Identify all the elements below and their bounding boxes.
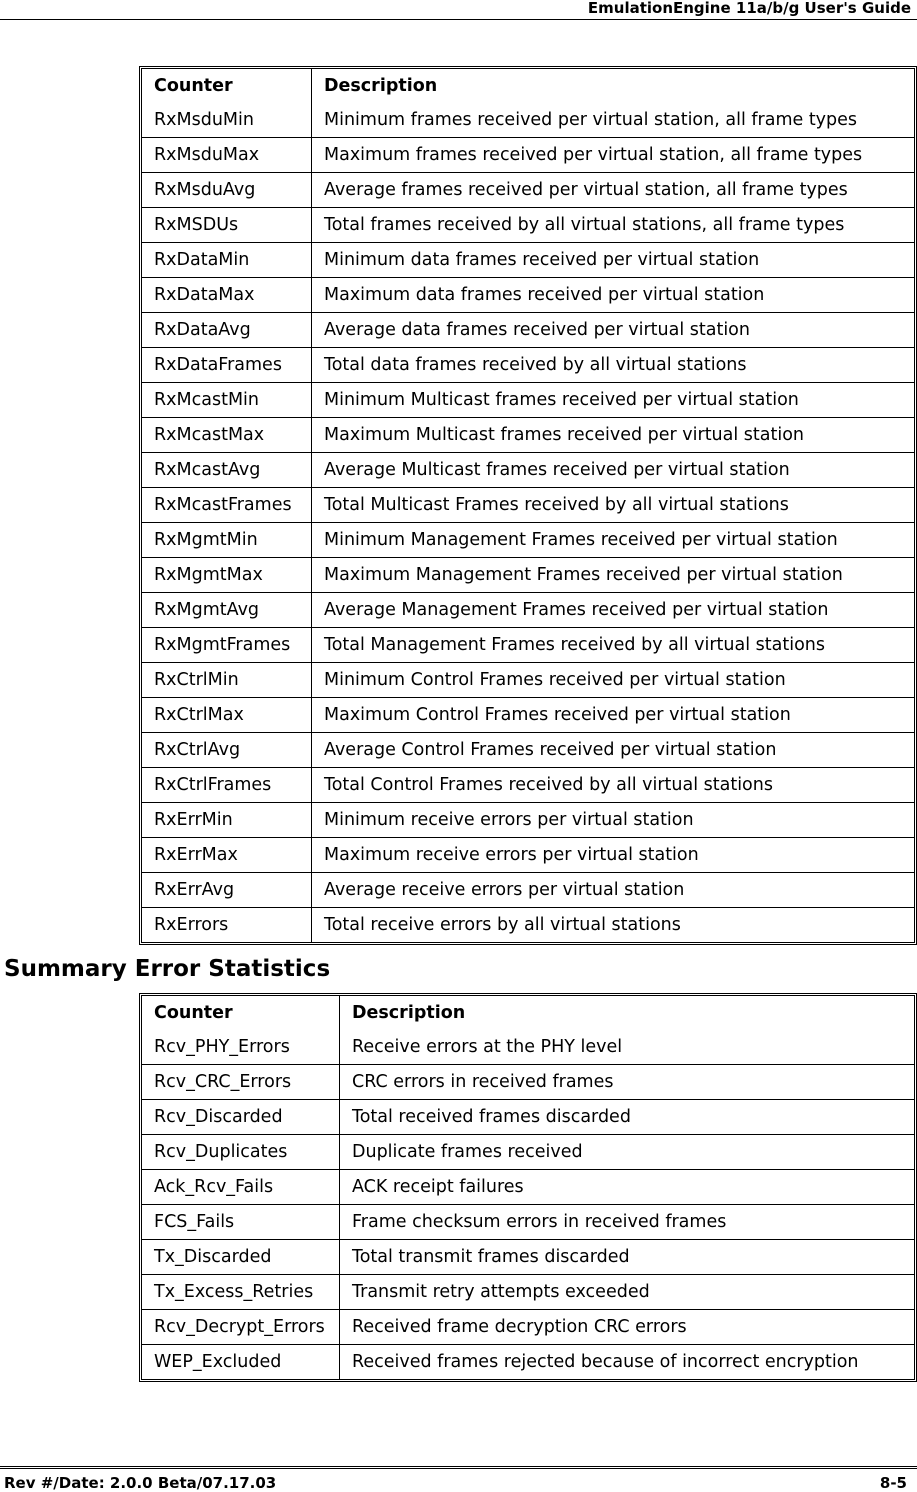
counter-cell: RxMgmtAvg <box>142 593 312 628</box>
counter-cell: Rcv_Decrypt_Errors <box>142 1310 340 1345</box>
table-row <box>142 418 914 453</box>
table-header-row <box>142 69 914 103</box>
table-row <box>142 383 914 418</box>
column-header-description: Description <box>324 76 438 96</box>
description-cell: Received frames rejected because of incorrect encryption <box>352 1352 859 1372</box>
description-cell: Maximum frames received per virtual station, all frame types <box>312 138 914 173</box>
description-cell: Maximum Management Frames received per virtual station <box>312 558 914 593</box>
description-cell: Total Management Frames received by all virtual stations <box>312 628 914 663</box>
counter-cell: RxErrMax <box>142 838 312 873</box>
counter-cell: RxMsduMin <box>142 103 312 138</box>
description-cell: Maximum data frames received per virtual station <box>312 278 914 313</box>
description-cell: ACK receipt failures <box>340 1170 914 1205</box>
description-cell: Transmit retry attempts exceeded <box>340 1275 914 1310</box>
description-cell: Frame checksum errors in received frames <box>340 1205 914 1240</box>
document-title: EmulationEngine 11a/b/g User's Guide <box>587 0 911 17</box>
description-cell: Total received frames discarded <box>340 1100 914 1135</box>
description-cell: Average frames received per virtual station, all frame types <box>312 173 914 208</box>
table-row <box>142 838 914 873</box>
table-row <box>142 733 914 768</box>
counter-cell: RxMgmtMin <box>142 523 312 558</box>
page-number: 8-5 <box>879 1474 907 1492</box>
description-cell: Average Multicast frames received per virtual station <box>312 453 914 488</box>
table-row <box>142 1100 914 1135</box>
counter-cell: Rcv_Discarded <box>142 1100 340 1135</box>
table-row <box>142 1310 914 1345</box>
table-row <box>142 663 914 698</box>
counter-cell: RxCtrlMax <box>142 698 312 733</box>
column-header-counter: Counter <box>142 69 312 103</box>
description-cell: Average Management Frames received per virtual station <box>312 593 914 628</box>
table-row <box>142 1170 914 1205</box>
counter-cell: RxMcastMax <box>142 418 312 453</box>
description-cell: Total frames received by all virtual stations, all frame types <box>312 208 914 243</box>
page-footer <box>0 1466 917 1492</box>
counter-cell: RxMsduMax <box>142 138 312 173</box>
counter-cell: RxMgmtMax <box>142 558 312 593</box>
section-heading-summary-error-statistics: Summary Error Statistics <box>4 956 331 982</box>
table-row <box>142 523 914 558</box>
counter-cell: FCS_Fails <box>142 1205 340 1240</box>
counter-cell: RxErrors <box>142 908 312 942</box>
table-row <box>142 453 914 488</box>
counter-cell: RxDataMax <box>142 278 312 313</box>
table-row <box>142 1275 914 1310</box>
description-cell: Receive errors at the PHY level <box>340 1030 914 1065</box>
table-row <box>142 138 914 173</box>
table-row <box>142 1065 914 1100</box>
counter-cell: RxDataMin <box>142 243 312 278</box>
counter-cell: Tx_Excess_Retries <box>142 1275 340 1310</box>
counter-cell: RxMSDUs <box>142 208 312 243</box>
description-cell: Maximum Multicast frames received per virtual station <box>312 418 914 453</box>
description-cell: Maximum Control Frames received per virtual station <box>312 698 914 733</box>
counter-cell: RxMgmtFrames <box>142 628 312 663</box>
description-cell: Maximum receive errors per virtual station <box>312 838 914 873</box>
counter-cell: RxDataFrames <box>142 348 312 383</box>
table-row <box>142 803 914 838</box>
counter-cell: Tx_Discarded <box>142 1240 340 1275</box>
table-row <box>142 313 914 348</box>
description-cell: Total Multicast Frames received by all virtual stations <box>312 488 914 523</box>
error-counters-table <box>139 993 917 1382</box>
counter-cell: RxMcastMin <box>142 383 312 418</box>
table-row <box>142 278 914 313</box>
counter-cell: RxMcastFrames <box>142 488 312 523</box>
table-row <box>142 873 914 908</box>
description-cell: Minimum data frames received per virtual station <box>312 243 914 278</box>
table-row <box>142 348 914 383</box>
counter-cell: Ack_Rcv_Fails <box>142 1170 340 1205</box>
table-row <box>142 628 914 663</box>
table-row <box>142 698 914 733</box>
description-cell: CRC errors in received frames <box>340 1065 914 1100</box>
counter-cell: Rcv_CRC_Errors <box>142 1065 340 1100</box>
table-row <box>142 1240 914 1275</box>
description-cell: Received frame decryption CRC errors <box>340 1310 914 1345</box>
table-header-row <box>142 996 914 1030</box>
rx-counters-table <box>139 66 917 945</box>
counter-cell: RxCtrlMin <box>142 663 312 698</box>
table-row <box>142 593 914 628</box>
counter-cell: RxErrAvg <box>142 873 312 908</box>
counter-cell: Rcv_PHY_Errors <box>142 1030 340 1065</box>
counter-cell: RxCtrlFrames <box>142 768 312 803</box>
table-row <box>142 1345 914 1379</box>
description-cell: Average data frames received per virtual station <box>312 313 914 348</box>
table-row <box>142 1205 914 1240</box>
column-header-counter: Counter <box>142 996 340 1030</box>
table-row <box>142 768 914 803</box>
description-cell: Duplicate frames received <box>340 1135 914 1170</box>
table-row <box>142 488 914 523</box>
table-row <box>142 103 914 138</box>
table-row <box>142 1030 914 1065</box>
table-row <box>142 558 914 593</box>
description-cell: Minimum frames received per virtual station, all frame types <box>312 103 914 138</box>
counter-cell: RxMsduAvg <box>142 173 312 208</box>
counter-cell: WEP_Excluded <box>142 1345 340 1379</box>
counter-cell: RxCtrlAvg <box>142 733 312 768</box>
column-header-description: Description <box>352 1003 466 1023</box>
table-row <box>142 243 914 278</box>
counter-cell: RxDataAvg <box>142 313 312 348</box>
table-row <box>142 1135 914 1170</box>
description-cell: Average receive errors per virtual station <box>312 873 914 908</box>
page-header <box>0 0 917 20</box>
counter-cell: Rcv_Duplicates <box>142 1135 340 1170</box>
description-cell: Minimum Multicast frames received per virtual station <box>312 383 914 418</box>
description-cell: Total Control Frames received by all virtual stations <box>312 768 914 803</box>
description-cell: Minimum Management Frames received per virtual station <box>312 523 914 558</box>
revision-date: Rev #/Date: 2.0.0 Beta/07.17.03 <box>4 1474 277 1492</box>
counter-cell: RxErrMin <box>142 803 312 838</box>
description-cell: Total data frames received by all virtual stations <box>312 348 914 383</box>
table-row <box>142 908 914 942</box>
description-cell: Total receive errors by all virtual stations <box>324 915 681 935</box>
description-cell: Minimum Control Frames received per virtual station <box>312 663 914 698</box>
description-cell: Total transmit frames discarded <box>340 1240 914 1275</box>
description-cell: Average Control Frames received per virtual station <box>312 733 914 768</box>
description-cell: Minimum receive errors per virtual station <box>312 803 914 838</box>
counter-cell: RxMcastAvg <box>142 453 312 488</box>
table-row <box>142 208 914 243</box>
table-row <box>142 173 914 208</box>
